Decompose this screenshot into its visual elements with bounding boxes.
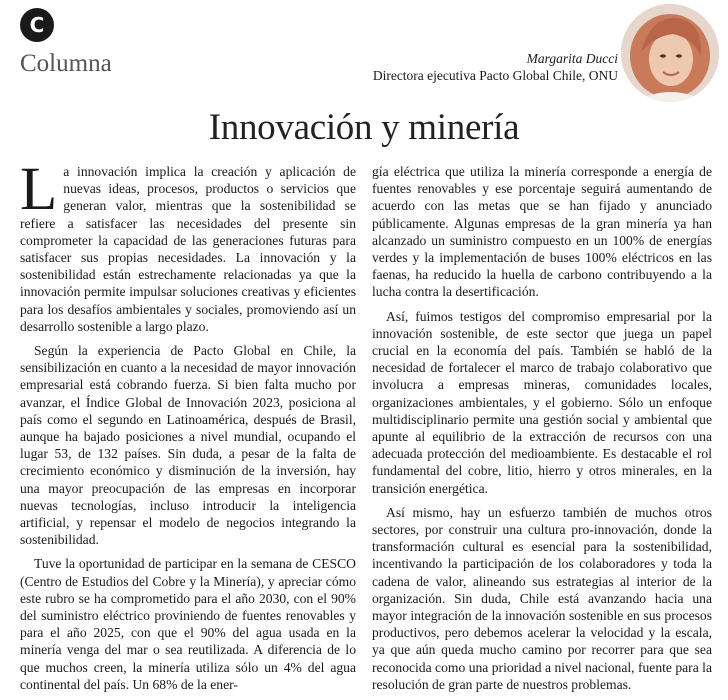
article-paragraph: La innovación implica la creación y aplicación de nuevas ideas, procesos, productos o servicios que generan valor, mientras que la sostenibilidad se refiere a satisfacer las necesidades del presente sin comprometer la capacidad de las generaciones futuras para satisfacer sus propias necesidades. La innovación y la sostenibilidad están estrechamente relacionadas ya que la innovación permite impulsar soluciones creativas y eficientes para los desafíos ambientales y sociales, promoviendo así un desarrollo sostenible a largo plazo. <box>20 156 356 334</box>
article-paragraph: gía eléctrica que utiliza la minería corresponde a energía de fuentes renovables y ese porcentaje seguirá aumentando de acuerdo con las metas que se han fijado y anunciado públicamente. Algunas empresas de la gran minería ya han alcanzado un suministro compuesto en un 100% de energías verdes y la implementación de buses 100% eléctricos en las faenas, ha reducido la huella de carbono contribuyendo a la lucha contra la desertificación. <box>372 164 712 300</box>
article-paragraph: Así mismo, hay un esfuerzo también de muchos otros sectores, por construir una cultura pro-innovación, donde la transformación cultural es esencial para la sostenibilidad, incentivando la participación de los colaboradores y toda la cadena de valor, alineando sus estrategias al interior de la organización. Sin duda, Chile está avanzando hacia una mayor integración de la innovación sostenible en sus procesos productivos, pero debemos acelerar la velocidad y la escala, ya que aún queda mucho camino por recorrer para que sea reconocida como una prioridad a nivel nacional, fuente para la resolución de gran parte de nuestros problemas. <box>372 504 712 692</box>
author-name: Margarita Ducci <box>526 51 618 66</box>
article-paragraph: Tuve la oportunidad de participar en la semana de CESCO (Centro de Estudios del Cobre y la Minería), y apreciar cómo este rubro se ha comprometido para el año 2030, con el 90% del suministro eléctrico proviniendo de fuentes renovables y para el año 2025, con que el 90% del agua usada en la minería venga del mar o sea reutilizada. A diferencia de lo que muchos creen, la minería utiliza sólo un 4% del agua continental del país. Un 68% de la ener- <box>20 556 356 692</box>
author-byline <box>373 50 618 84</box>
author-photo <box>621 4 719 102</box>
section-badge: C <box>20 8 54 42</box>
article-title: Innovación y minería <box>208 107 520 148</box>
author-role: Directora ejecutiva Pacto Global Chile, ONU <box>372 68 618 83</box>
article-column-left <box>20 156 356 700</box>
author-portrait-image <box>621 4 719 102</box>
article-paragraph: Así, fuimos testigos del compromiso empresarial por la innovación sostenible, de este sector que juega un papel crucial en la economía del país. También se habló de la necesidad de fortalecer el marco de trabajo colaborativo que involucra a empresas mineras, comunidades locales, organizaciones ambientales, y el gobierno. Sólo un enfoque multidisciplinario permite una gestión social y ambiental que apunte al equilibrio de la extracción de recursos con una adecuada protección del medioambiente. Es destacable el rol fundamental del cobre, litio, hierro y otros minerales, en la transición energética. <box>372 308 712 496</box>
section-label: Columna <box>20 50 112 77</box>
article-column-right <box>372 163 712 700</box>
drop-cap: L <box>20 156 58 223</box>
article-paragraph: Según la experiencia de Pacto Global en Chile, la sensibilización en cuanto a la necesidad de mayor innovación empresarial está cobrando fuerza. Si bien falta mucho por avanzar, el Índice Global de Innovación 2023, posiciona al país como el segundo en Latinoamérica, después de Brasil, aunque ha bajado posiciones a nivel mundial, ocupando el lugar 53, de 132 países. Sin duda, a pesar de la falta de crecimiento económico y disminución de la inversión, hay una mayor preocupación de las empresas en incorporar nuevas tecnologías, incluso introducir la inteligencia artificial, y repensar el modelo de negocios integrando la sostenibilidad. <box>20 343 356 548</box>
